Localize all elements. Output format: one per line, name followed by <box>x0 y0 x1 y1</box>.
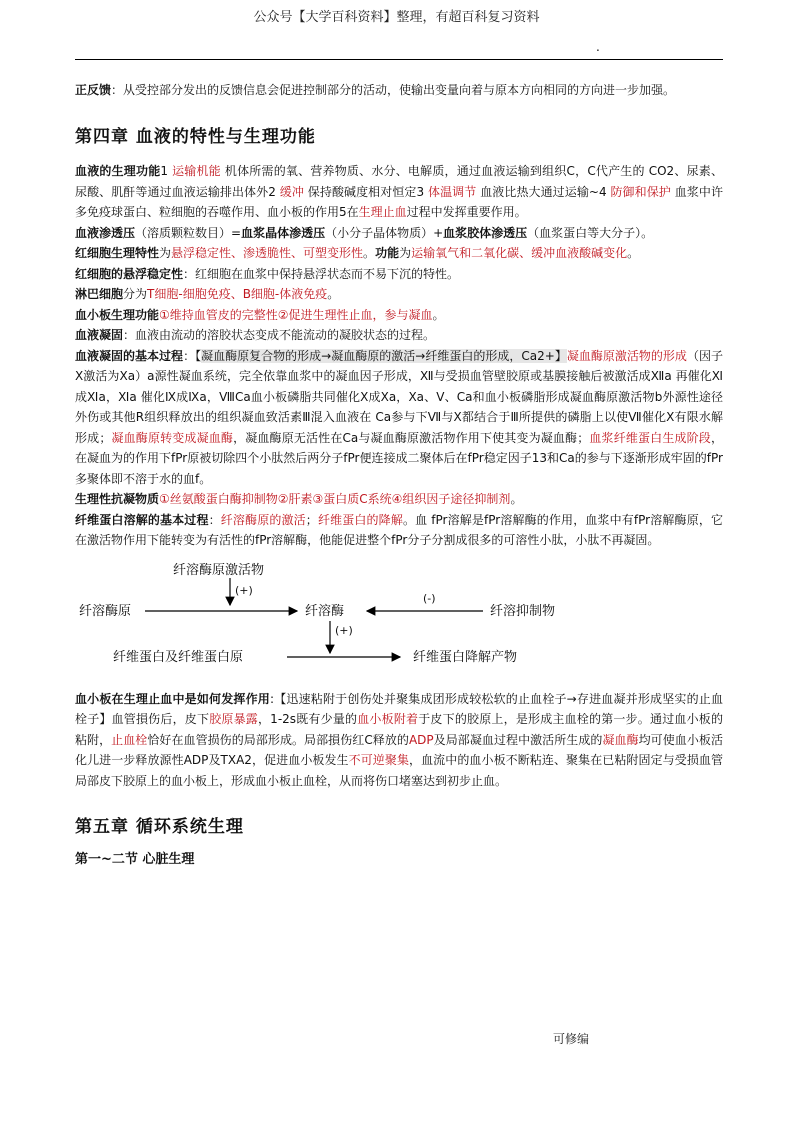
page-header: 公众号【大学百科资料】整理，有超百科复习资料 <box>253 10 540 25</box>
label-products: 纤维蛋白降解产物 <box>413 649 518 665</box>
para-positive-feedback: 正反馈：从受控部分发出的反馈信息会促进控制部分的活动，使输出变量向着与原本方向相同的方向进一步加强。 <box>75 83 676 97</box>
para-blood-function: 血液的生理功能1 运输机能 机体所需的氧、营养物质、水分、电解质，通过血液运输到组织C，C代产生的 CO2、尿素、尿酸、肌酐等通过血液运输排出体外2 缓冲 保持酸碱度相对恒定3 体温调节 血液比热大通过运输~4 防御和保护 血浆中许多免疫球蛋白、粒细胞的吞噬作用、血小板的作用5在生理止血过程中发挥重要作用。 <box>75 164 723 219</box>
para-platelet-hemostasis: 血小板在生理止血中是如何发挥作用:【迅速粘附于创伤处并聚集成团形成较松软的止血栓子→存进血凝并形成坚实的止血栓子】血管損伤后，皮下胶原暴露，1-2s既有少量的血小板附着于皮下的胶原上，是形成主血栓的第一步。通过血小板的粘附，止血栓恰好在血管损伤的局部形成。局部損伤红C释放的ADP及局部凝血过程中激活所生成的凝血酶均可使血小板活化儿进一步释放源性ADP及TXA2，促进血小板发生不可逆聚集，血流中的血小板不断粘连、聚集在已粘附固定与受损血管局部皮下胶原上的血小板上，形成血小板止血栓，从而将伤口堵塞达到初步止血。 <box>75 691 723 788</box>
para-lymphocyte: 淋巴细胞分为T细胞-细胞免疫、B细胞-体液免疫。 <box>75 287 340 301</box>
section-title: 第一~二节 心脏生理 <box>75 851 195 867</box>
label-plus-2: (+) <box>335 623 353 637</box>
para-coagulation-process: 血液凝固的基本过程：【凝血酶原复合物的形成→凝血酶原的激活→纤维蛋白的形成，Ca2+】凝血酶原激活物的形成（因子X激活为Xa）a源性凝血系统，完全依靠血浆中的凝血因子形成，Ⅻ与受损血管壁胶原或基膜接触后被激活成Ⅻa 再催化Ⅺ成Ⅺa，Ⅺa 催化Ⅸ成Ⅸa，ⅧCa血小板磷脂共同催化X成Xa，Xa、V、Ca和血小板磷脂形成凝血酶原激活物b外源性途径 外伤或其他R组织释放出的组织凝血致活素Ⅲ混入血液在 Ca参与下Ⅶ与X都结合于Ⅲ所提供的磷脂上以使Ⅶ催化X有限水解形成；凝血酶原转变成凝血酶，凝血酶原无活性在Ca与凝血酶原激活物作用下使其变为凝血酶；血浆纤维蛋白生成阶段，在凝血为的作用下fPr原被切除四个小肽然后两分子fPr便连接成二聚体后在fPr稳定因子13和Ca的参与下逐渐形成牢固的fPr多聚体即不溶于水的血f。 <box>75 348 723 486</box>
label-fibrin: 纤维蛋白及纤维蛋白原 <box>113 649 244 665</box>
header-rule <box>75 59 723 60</box>
para-anticoagulants: 生理性抗凝物质①丝氨酸蛋白酶抑制物②肝素③蛋白质C系统④组织因子途径抑制剂。 <box>75 492 523 506</box>
label-minus: (-) <box>423 591 436 605</box>
fibrinolysis-diagram <box>75 561 723 679</box>
para-coagulation-def: 血液凝固：血液由流动的溶胶状态变成不能流动的凝胶状态的过程。 <box>75 328 436 342</box>
para-rbc-suspension: 红细胞的悬浮稳定性：红细胞在血浆中保持悬浮状态而不易下沉的特性。 <box>75 266 460 281</box>
para-fibrinolysis: 纤维蛋白溶解的基本过程：纤溶酶原的激活；纤维蛋白的降解。血 fPr溶解是fPr溶解酶的作用，血浆中有fPr溶解酶原，它在激活物作用下能转变为有活性的fPr溶解酶，他能促进整个fPr分子分割成很多的可溶性小肽，小肽不再凝固。 <box>75 512 723 547</box>
label-plasminogen: 纤溶酶原 <box>79 603 132 619</box>
label-inhibitor: 纤溶抑制物 <box>490 603 556 619</box>
chapter-4-title: 第四章 血液的特性与生理功能 <box>75 126 316 147</box>
document-body <box>75 80 723 870</box>
label-plus-1: (+) <box>235 583 253 597</box>
label-plasmin: 纤溶酶 <box>305 603 345 619</box>
header-dot: . <box>596 40 600 54</box>
label-activator: 纤溶酶原激活物 <box>173 562 265 578</box>
para-osmotic: 血液渗透压（溶质颗粒数目）=血浆晶体渗透压（小分子晶体物质）+血浆胶体渗透压（血浆蛋白等大分子）。 <box>75 225 654 240</box>
page-footer: 可修编 <box>553 1032 590 1046</box>
para-platelet-function: 血小板生理功能①维持血管皮的完整性②促进生理性止血，参与凝血。 <box>75 307 445 322</box>
para-rbc: 红细胞生理特性为悬浮稳定性、渗透脆性、可塑变形性。功能为运输氧气和二氧化碳、缓冲血液酸碱变化。 <box>75 246 640 260</box>
chapter-5-title: 第五章 循环系统生理 <box>75 817 244 837</box>
